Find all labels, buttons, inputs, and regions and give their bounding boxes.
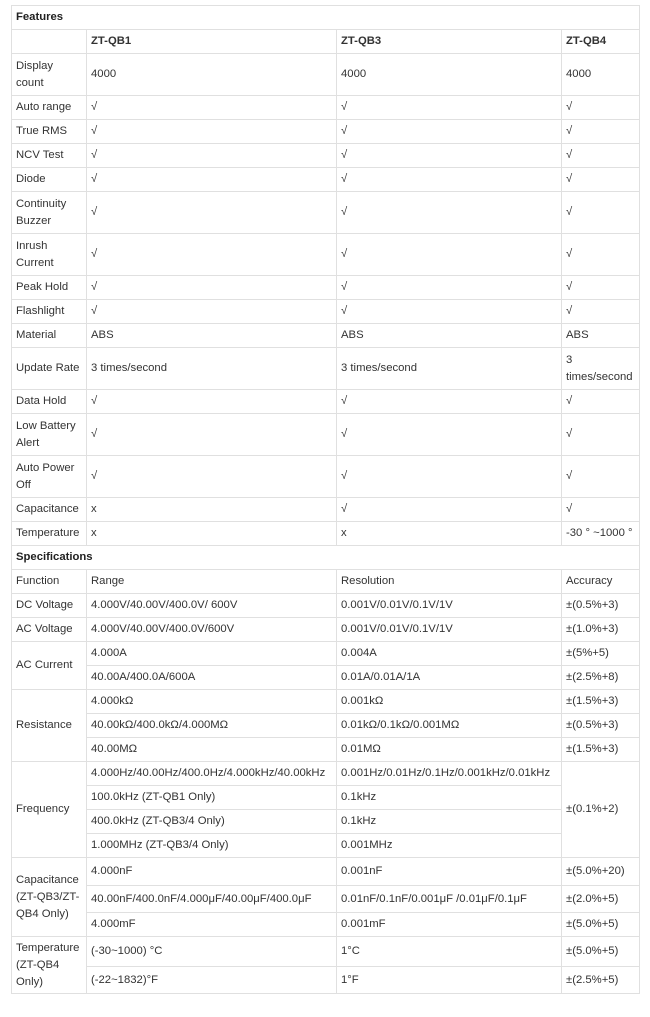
feature-value-qb3: √ [337,300,562,324]
feature-row [12,96,640,120]
spec-resolution: 0.001nF [337,858,562,886]
spec-accuracy: ±(5.0%+5) [562,937,640,967]
spec-function-note: (ZT-QB3/ZT-QB4 Only) [16,890,80,920]
spec-range: 40.00kΩ/400.0kΩ/4.000MΩ [87,714,337,738]
model-header: ZT-QB3 [337,30,562,54]
spec-range: 4.000Hz/40.00Hz/400.0Hz/4.000kHz/40.00kHz [87,762,337,786]
feature-value-qb3: √ [337,414,562,456]
spec-accuracy: ±(5%+5) [562,642,640,666]
feature-value-qb1: √ [87,168,337,192]
spec-resolution: 0.001V/0.01V/0.1V/1V [337,594,562,618]
feature-value-qb4: √ [562,390,640,414]
spec-resolution: 0.001Hz/0.01Hz/0.1Hz/0.001kHz/0.01kHz [337,762,562,786]
spec-resolution: 0.001kΩ [337,690,562,714]
feature-value-qb3: x [337,522,562,546]
spec-range: (-22~1832)°F [87,967,337,994]
feature-row [12,456,640,498]
feature-value-qb3: √ [337,498,562,522]
spec-accuracy: ±(1.5%+3) [562,690,640,714]
spec-range: 100.0kHz (ZT-QB1 Only) [87,786,337,810]
spec-range: 400.0kHz (ZT-QB3/4 Only) [87,810,337,834]
spec-accuracy: ±(0.1%+2) [562,762,640,858]
feature-row [12,498,640,522]
feature-label: Continuity Buzzer [12,192,87,234]
spec-accuracy: ±(2.0%+5) [562,886,640,913]
specs-header-row [12,570,640,594]
feature-value-qb1: √ [87,192,337,234]
spec-accuracy: ±(0.5%+3) [562,594,640,618]
feature-value-qb4: √ [562,414,640,456]
feature-value-qb4: √ [562,192,640,234]
spec-function-label: Frequency [16,803,70,815]
feature-value-qb1: √ [87,414,337,456]
feature-label: Data Hold [12,390,87,414]
feature-row [12,414,640,456]
feature-value-qb1: √ [87,120,337,144]
spec-row [12,666,640,690]
feature-label: Auto Power Off [12,456,87,498]
spec-resolution: 1°C [337,937,562,967]
feature-label: Capacitance [12,498,87,522]
feature-value-qb3: √ [337,168,562,192]
features-header-blank [12,30,87,54]
spec-function-label: Capacitance [16,873,79,886]
feature-row [12,168,640,192]
feature-value-qb1: √ [87,276,337,300]
spec-row [12,886,640,913]
spec-resolution: 0.1kHz [337,810,562,834]
feature-value-qb3: √ [337,192,562,234]
spec-function-resistance [12,690,87,762]
spec-row [12,834,640,858]
feature-value-qb4: -30 ° ~1000 ° [562,522,640,546]
spec-function-label: Resistance [16,719,72,731]
spec-function-capacitance [12,858,87,937]
feature-row [12,348,640,390]
spec-function-ac_current [12,642,87,690]
feature-value-qb3: 3 times/second [337,348,562,390]
feature-value-qb1: x [87,522,337,546]
feature-value-qb1: 3 times/second [87,348,337,390]
feature-value-qb4: √ [562,456,640,498]
spec-function-temperature [12,937,87,994]
feature-label: Flashlight [12,300,87,324]
feature-label: True RMS [12,120,87,144]
spec-range: 40.00nF/400.0nF/4.000μF/40.00μF/400.0μF [87,886,337,913]
feature-value-qb1: 4000 [87,54,337,96]
spec-accuracy: ±(0.5%+3) [562,714,640,738]
spec-resolution: 0.01A/0.01A/1A [337,666,562,690]
feature-label: Display count [12,54,87,96]
spec-row [12,594,640,618]
specs-title: Specifications [12,546,640,570]
spec-range: 40.00MΩ [87,738,337,762]
feature-row [12,522,640,546]
spec-header-function: Function [12,570,87,594]
spec-resolution: 0.001MHz [337,834,562,858]
feature-value-qb3: √ [337,144,562,168]
feature-label: Temperature [12,522,87,546]
spec-function-label: Temperature [16,941,80,954]
feature-value-qb4: √ [562,120,640,144]
spec-range: 4.000A [87,642,337,666]
spec-row [12,714,640,738]
feature-value-qb3: √ [337,276,562,300]
spec-row [12,738,640,762]
feature-label: Update Rate [12,348,87,390]
feature-label: Diode [12,168,87,192]
spec-function-note: (ZT-QB4 Only) [16,958,60,988]
feature-label: Auto range [12,96,87,120]
feature-value-qb1: √ [87,96,337,120]
spec-row [12,858,640,886]
feature-value-qb4: √ [562,144,640,168]
spec-row [12,786,640,810]
feature-value-qb1: √ [87,144,337,168]
spec-row [12,618,640,642]
spec-range: 4.000V/40.00V/400.0V/ 600V [87,594,337,618]
feature-value-qb4: √ [562,96,640,120]
model-header: ZT-QB1 [87,30,337,54]
spec-range: 4.000mF [87,913,337,937]
spec-header-range: Range [87,570,337,594]
spec-row [12,642,640,666]
spec-function-label: AC Current [16,659,73,671]
spec-range: 4.000kΩ [87,690,337,714]
feature-value-qb1: √ [87,300,337,324]
spec-function: DC Voltage [12,594,87,618]
spec-function-frequency [12,762,87,858]
feature-value-qb3: √ [337,390,562,414]
feature-value-qb4: √ [562,498,640,522]
spec-row [12,937,640,967]
spec-header-accuracy: Accuracy [562,570,640,594]
feature-value-qb1: √ [87,390,337,414]
feature-value-qb1: ABS [87,324,337,348]
spec-accuracy: ±(5.0%+5) [562,913,640,937]
feature-value-qb1: √ [87,234,337,276]
feature-value-qb3: ABS [337,324,562,348]
feature-value-qb4: √ [562,168,640,192]
spec-row [12,762,640,786]
feature-value-qb4: √ [562,300,640,324]
feature-row [12,192,640,234]
spec-row [12,967,640,994]
feature-row [12,300,640,324]
spec-resolution: 0.1kHz [337,786,562,810]
spec-accuracy: ±(2.5%+8) [562,666,640,690]
feature-row [12,324,640,348]
feature-row [12,276,640,300]
feature-value-qb1: x [87,498,337,522]
spec-resolution: 0.004A [337,642,562,666]
feature-value-qb3: 4000 [337,54,562,96]
spec-resolution: 0.001V/0.01V/0.1V/1V [337,618,562,642]
feature-label: NCV Test [12,144,87,168]
feature-row [12,144,640,168]
model-header: ZT-QB4 [562,30,640,54]
spec-resolution: 0.001mF [337,913,562,937]
feature-value-qb1: √ [87,456,337,498]
spec-accuracy: ±(1.0%+3) [562,618,640,642]
feature-value-qb4: ABS [562,324,640,348]
feature-value-qb4: 3 times/second [562,348,640,390]
spec-range: 1.000MHz (ZT-QB3/4 Only) [87,834,337,858]
feature-value-qb3: √ [337,96,562,120]
feature-label: Low Battery Alert [12,414,87,456]
feature-value-qb3: √ [337,456,562,498]
spec-resolution: 0.01kΩ/0.1kΩ/0.001MΩ [337,714,562,738]
spec-accuracy: ±(2.5%+5) [562,967,640,994]
spec-function: AC Voltage [12,618,87,642]
feature-row [12,54,640,96]
spec-resolution: 0.01nF/0.1nF/0.001μF /0.01μF/0.1μF [337,886,562,913]
feature-row [12,234,640,276]
spec-range: 4.000V/40.00V/400.0V/600V [87,618,337,642]
feature-value-qb4: 4000 [562,54,640,96]
feature-value-qb4: √ [562,234,640,276]
spec-header-resolution: Resolution [337,570,562,594]
spec-resolution: 1°F [337,967,562,994]
spec-row [12,913,640,937]
spec-row [12,690,640,714]
feature-label: Inrush Current [12,234,87,276]
spec-range: (-30~1000) °C [87,937,337,967]
features-title: Features [12,6,640,30]
spec-table [11,5,640,994]
spec-range: 4.000nF [87,858,337,886]
feature-value-qb3: √ [337,120,562,144]
spec-accuracy: ±(5.0%+20) [562,858,640,886]
features-header-row [12,30,640,54]
spec-row [12,810,640,834]
feature-value-qb4: √ [562,276,640,300]
feature-row [12,120,640,144]
feature-value-qb3: √ [337,234,562,276]
feature-label: Peak Hold [12,276,87,300]
spec-range: 40.00A/400.0A/600A [87,666,337,690]
feature-label: Material [12,324,87,348]
feature-row [12,390,640,414]
specs-section-row [12,546,640,570]
features-section-row [12,6,640,30]
spec-accuracy: ±(1.5%+3) [562,738,640,762]
spec-resolution: 0.01MΩ [337,738,562,762]
